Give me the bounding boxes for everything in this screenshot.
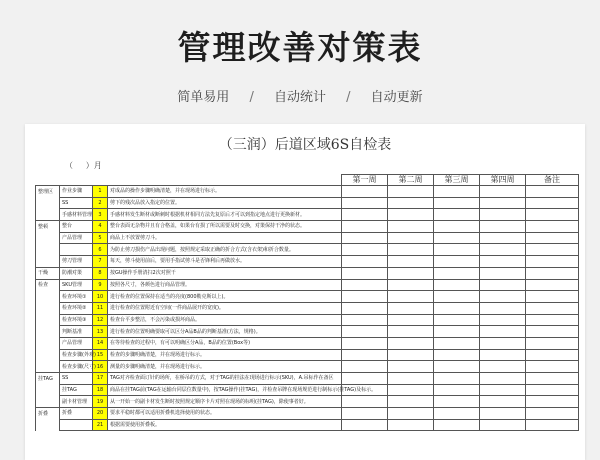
description-cell: 每天，剪斗使用前后，要用手指试剪斗是否锋利后再做放水。: [108, 256, 342, 268]
week-2-check-cell[interactable]: [388, 373, 434, 385]
table-row: [36, 209, 579, 221]
number-cell: 10: [93, 291, 108, 303]
week-4-check-cell[interactable]: [480, 419, 526, 431]
category-cell: [36, 244, 60, 256]
item-cell: [60, 244, 93, 256]
table-row: [36, 302, 579, 314]
number-cell: 19: [93, 396, 108, 408]
week-4-check-cell[interactable]: [480, 337, 526, 349]
category-cell: [36, 419, 60, 431]
week-4-check-cell[interactable]: [480, 186, 526, 198]
feature-tagline: [0, 86, 600, 105]
week-3-check-cell[interactable]: [434, 244, 480, 256]
category-cell: 整理区: [36, 186, 60, 198]
item-cell: 检查步骤(尺寸): [60, 361, 93, 373]
week-4-check-cell[interactable]: [480, 244, 526, 256]
item-cell: 副卡材管理: [60, 396, 93, 408]
week-2-check-cell[interactable]: [388, 291, 434, 303]
description-cell: 检查的步骤明确清楚，并在现场进行标示。: [108, 349, 342, 361]
week-1-check-cell[interactable]: [342, 232, 388, 244]
month-label: （ ）月: [65, 161, 102, 170]
category-cell: [36, 232, 60, 244]
col-week-2: 第二周: [388, 175, 434, 186]
table-row: [36, 279, 579, 291]
description-cell: 进行检查的位置明确要取可以区分A品B品的判断基准(方法，规格)。: [108, 326, 342, 338]
number-cell: 8: [93, 267, 108, 279]
remarks-cell[interactable]: [526, 314, 579, 326]
week-4-check-cell[interactable]: [480, 209, 526, 221]
item-cell: SKU管理: [60, 279, 93, 291]
number-cell: 5: [93, 232, 108, 244]
table-row: [36, 373, 579, 385]
item-cell: 剪刀管理: [60, 256, 93, 268]
week-4-check-cell[interactable]: [480, 302, 526, 314]
week-3-check-cell[interactable]: [434, 221, 480, 233]
number-cell: 3: [93, 209, 108, 221]
week-2-check-cell[interactable]: [388, 232, 434, 244]
week-2-check-cell[interactable]: [388, 256, 434, 268]
item-cell: 检查环境②: [60, 302, 93, 314]
remarks-cell[interactable]: [526, 408, 579, 420]
week-1-check-cell[interactable]: [342, 197, 388, 209]
week-3-check-cell[interactable]: [434, 186, 480, 198]
description-cell: 按照各尺寸，各颜色进行商品管理。: [108, 279, 342, 291]
remarks-cell[interactable]: [526, 197, 579, 209]
remarks-cell[interactable]: [526, 209, 579, 221]
category-cell: 检查: [36, 279, 60, 291]
number-cell: 6: [93, 244, 108, 256]
table-row: [36, 326, 579, 338]
number-cell: 18: [93, 384, 108, 396]
category-cell: [36, 384, 60, 396]
week-2-check-cell[interactable]: [388, 244, 434, 256]
description-cell: 对成品的操作步骤明确清楚，并在现场进行标示。: [108, 186, 342, 198]
number-cell: 4: [93, 221, 108, 233]
description-cell: 为防止剪刀损伤产品出现问题，按照规定采取正确的折合方式(含衣架)和折合数量。: [108, 244, 342, 256]
week-1-check-cell[interactable]: [342, 267, 388, 279]
table-row: [36, 396, 579, 408]
feature-update: 自动更新: [370, 90, 423, 105]
remarks-cell[interactable]: [526, 186, 579, 198]
number-cell: 16: [93, 361, 108, 373]
category-cell: [36, 197, 60, 209]
table-row: [36, 337, 579, 349]
week-1-check-cell[interactable]: [342, 396, 388, 408]
item-cell: 防潮对策: [60, 267, 93, 279]
item-cell: 整台: [60, 221, 93, 233]
category-cell: [36, 361, 60, 373]
remarks-cell[interactable]: [526, 396, 579, 408]
remarks-cell[interactable]: [526, 337, 579, 349]
category-cell: 折叠: [36, 408, 60, 420]
table-row: [36, 256, 579, 268]
table-row: [36, 419, 579, 431]
week-3-check-cell[interactable]: [434, 197, 480, 209]
week-1-check-cell[interactable]: [342, 349, 388, 361]
week-1-check-cell[interactable]: [342, 256, 388, 268]
feature-easy: 简单易用: [177, 90, 230, 105]
week-2-check-cell[interactable]: [388, 408, 434, 420]
remarks-cell[interactable]: [526, 326, 579, 338]
col-week-3: 第三周: [434, 175, 480, 186]
description-cell: 整台表面无杂物并且有合格盖，如果台有损了所以需要及时交换，对策保持干净的状态。: [108, 221, 342, 233]
item-cell: 检查步骤(外观): [60, 349, 93, 361]
week-3-check-cell[interactable]: [434, 384, 480, 396]
week-3-check-cell[interactable]: [434, 419, 480, 431]
week-3-check-cell[interactable]: [434, 267, 480, 279]
category-cell: [36, 337, 60, 349]
col-week-4: 第四周: [480, 175, 526, 186]
remarks-cell[interactable]: [526, 384, 579, 396]
item-cell: 作业步骤: [60, 186, 93, 198]
week-3-check-cell[interactable]: [434, 337, 480, 349]
item-cell: [60, 419, 93, 431]
week-4-check-cell[interactable]: [480, 361, 526, 373]
item-cell: 判断基准: [60, 326, 93, 338]
table-row: [36, 361, 579, 373]
week-2-check-cell[interactable]: [388, 419, 434, 431]
description-cell: 根据需要使用折叠板。: [108, 419, 342, 431]
number-cell: 9: [93, 279, 108, 291]
category-cell: [36, 209, 60, 221]
category-cell: 挂TAG: [36, 373, 60, 385]
description-cell: 在等待检查的过程中，有可以明确区分A品，B品的位置(Box等): [108, 337, 342, 349]
category-cell: 干燥: [36, 267, 60, 279]
week-4-check-cell[interactable]: [480, 291, 526, 303]
category-cell: [36, 326, 60, 338]
week-1-check-cell[interactable]: [342, 209, 388, 221]
item-cell: SS: [60, 373, 93, 385]
separator: /: [346, 90, 351, 105]
week-1-check-cell[interactable]: [342, 373, 388, 385]
item-cell: 产品管理: [60, 232, 93, 244]
description-cell: 剪下的残次品放入指定的位置。: [108, 197, 342, 209]
separator: /: [249, 90, 254, 105]
week-2-check-cell[interactable]: [388, 349, 434, 361]
checklist-sheet: [25, 124, 585, 460]
col-week-1: 第一周: [342, 175, 388, 186]
week-3-check-cell[interactable]: [434, 302, 480, 314]
week-2-check-cell[interactable]: [388, 209, 434, 221]
table-row: [36, 408, 579, 420]
sheet-title: （三润）后道区域6S自检表: [218, 137, 392, 153]
hero-title: 管理改善对策表: [177, 28, 423, 67]
number-cell: 7: [93, 256, 108, 268]
week-1-check-cell[interactable]: [342, 291, 388, 303]
week-3-check-cell[interactable]: [434, 256, 480, 268]
number-cell: 1: [93, 186, 108, 198]
week-1-check-cell[interactable]: [342, 361, 388, 373]
week-4-check-cell[interactable]: [480, 349, 526, 361]
number-cell: 15: [93, 349, 108, 361]
table-row: [36, 244, 579, 256]
number-cell: 14: [93, 337, 108, 349]
week-2-check-cell[interactable]: [388, 337, 434, 349]
week-4-check-cell[interactable]: [480, 408, 526, 420]
week-1-check-cell[interactable]: [342, 326, 388, 338]
remarks-cell[interactable]: [526, 419, 579, 431]
week-3-check-cell[interactable]: [434, 326, 480, 338]
week-2-check-cell[interactable]: [388, 384, 434, 396]
table-row: [36, 314, 579, 326]
number-cell: 21: [93, 419, 108, 431]
week-4-check-cell[interactable]: [480, 197, 526, 209]
week-3-check-cell[interactable]: [434, 408, 480, 420]
week-4-check-cell[interactable]: [480, 396, 526, 408]
table-row: [36, 291, 579, 303]
item-cell: 检查环境①: [60, 291, 93, 303]
week-3-check-cell[interactable]: [434, 209, 480, 221]
week-1-check-cell[interactable]: [342, 337, 388, 349]
week-4-check-cell[interactable]: [480, 314, 526, 326]
table-row: [36, 232, 579, 244]
category-cell: [36, 291, 60, 303]
number-cell: 11: [93, 302, 108, 314]
category-cell: [36, 256, 60, 268]
remarks-cell[interactable]: [526, 244, 579, 256]
item-cell: 折叠: [60, 408, 93, 420]
checklist-body: [36, 186, 579, 431]
remarks-cell[interactable]: [526, 349, 579, 361]
table-row: [36, 197, 579, 209]
number-cell: 17: [93, 373, 108, 385]
remarks-cell[interactable]: [526, 221, 579, 233]
week-4-check-cell[interactable]: [480, 373, 526, 385]
description-cell: 进行检查的位置保持在适当的亮度(800勒克斯以上)。: [108, 291, 342, 303]
week-4-check-cell[interactable]: [480, 267, 526, 279]
week-3-check-cell[interactable]: [434, 232, 480, 244]
item-cell: 产品管理: [60, 337, 93, 349]
week-3-check-cell[interactable]: [434, 279, 480, 291]
table-row: [36, 221, 579, 233]
category-cell: 整顿: [36, 221, 60, 233]
week-4-check-cell[interactable]: [480, 384, 526, 396]
week-1-check-cell[interactable]: [342, 408, 388, 420]
week-1-check-cell[interactable]: [342, 186, 388, 198]
week-2-check-cell[interactable]: [388, 186, 434, 198]
col-remarks: 备注: [526, 175, 579, 186]
table-row: [36, 384, 579, 396]
number-cell: 12: [93, 314, 108, 326]
number-cell: 20: [93, 408, 108, 420]
table-row: [36, 186, 579, 198]
remarks-cell[interactable]: [526, 361, 579, 373]
feature-stats: 自动统计: [273, 90, 326, 105]
header-blank: [36, 175, 342, 186]
week-4-check-cell[interactable]: [480, 279, 526, 291]
category-cell: [36, 302, 60, 314]
week-1-check-cell[interactable]: [342, 302, 388, 314]
description-cell: 测量的步骤明确清楚，并在现场进行标示。: [108, 361, 342, 373]
item-cell: 挂TAG: [60, 384, 93, 396]
remarks-cell[interactable]: [526, 232, 579, 244]
number-cell: 13: [93, 326, 108, 338]
item-cell: 手感材料管理: [60, 209, 93, 221]
remarks-cell[interactable]: [526, 256, 579, 268]
category-cell: [36, 349, 60, 361]
week-3-check-cell[interactable]: [434, 361, 480, 373]
week-2-check-cell[interactable]: [388, 326, 434, 338]
header-row: [36, 175, 579, 186]
category-cell: [36, 314, 60, 326]
item-cell: 检查环境③: [60, 314, 93, 326]
week-1-check-cell[interactable]: [342, 279, 388, 291]
item-cell: SS: [60, 197, 93, 209]
week-4-check-cell[interactable]: [480, 221, 526, 233]
description-cell: 商品上不放置剪刀斗。: [108, 232, 342, 244]
week-4-check-cell[interactable]: [480, 256, 526, 268]
week-2-check-cell[interactable]: [388, 197, 434, 209]
description-cell: 检查台平步整洁，不会污染或损坏商品。: [108, 314, 342, 326]
number-cell: 2: [93, 197, 108, 209]
week-1-check-cell[interactable]: [342, 244, 388, 256]
description-cell: 要求平稳时都可以适用折叠机选择使用的状态。: [108, 408, 342, 420]
description-cell: 进行检查的位置附近有空间(一件商品展开的宽度)。: [108, 302, 342, 314]
remarks-cell[interactable]: [526, 373, 579, 385]
description-cell: 商品在挂TAG前(TAG在运输台同层位数量中)，按TAG操作(挂TAG)，并检查吊牌在现场规范进行制标示(挂TAG)及标示。: [108, 384, 342, 396]
description-cell: TAG对齐检查面订针的场所，在桥吊的方式，对于TAG的挂法在现场进行标示(SKU)，A.吊标作在备区: [108, 373, 342, 385]
week-2-check-cell[interactable]: [388, 302, 434, 314]
table-row: [36, 349, 579, 361]
week-3-check-cell[interactable]: [434, 349, 480, 361]
week-2-check-cell[interactable]: [388, 221, 434, 233]
week-3-check-cell[interactable]: [434, 291, 480, 303]
week-3-check-cell[interactable]: [434, 396, 480, 408]
week-1-check-cell[interactable]: [342, 419, 388, 431]
week-2-check-cell[interactable]: [388, 314, 434, 326]
week-1-check-cell[interactable]: [342, 221, 388, 233]
description-cell: 从一开始一的副卡材发生断时按照规定顺序卡片对照在现场的标明(挂TAG)，除使事者好。: [108, 396, 342, 408]
remarks-cell[interactable]: [526, 279, 579, 291]
week-4-check-cell[interactable]: [480, 326, 526, 338]
remarks-cell[interactable]: [526, 302, 579, 314]
remarks-cell[interactable]: [526, 291, 579, 303]
description-cell: 手感材料发生断材或断刺时根据机材相同方法先复原后才可以到指定地点进行更换新材。: [108, 209, 342, 221]
week-2-check-cell[interactable]: [388, 267, 434, 279]
week-2-check-cell[interactable]: [388, 396, 434, 408]
week-3-check-cell[interactable]: [434, 373, 480, 385]
table-row: [36, 267, 579, 279]
week-2-check-cell[interactable]: [388, 361, 434, 373]
remarks-cell[interactable]: [526, 267, 579, 279]
week-2-check-cell[interactable]: [388, 279, 434, 291]
description-cell: 按GU操作手册清扫2次对照干: [108, 267, 342, 279]
week-1-check-cell[interactable]: [342, 314, 388, 326]
checklist-table: [35, 174, 579, 431]
category-cell: [36, 396, 60, 408]
week-4-check-cell[interactable]: [480, 232, 526, 244]
week-3-check-cell[interactable]: [434, 314, 480, 326]
